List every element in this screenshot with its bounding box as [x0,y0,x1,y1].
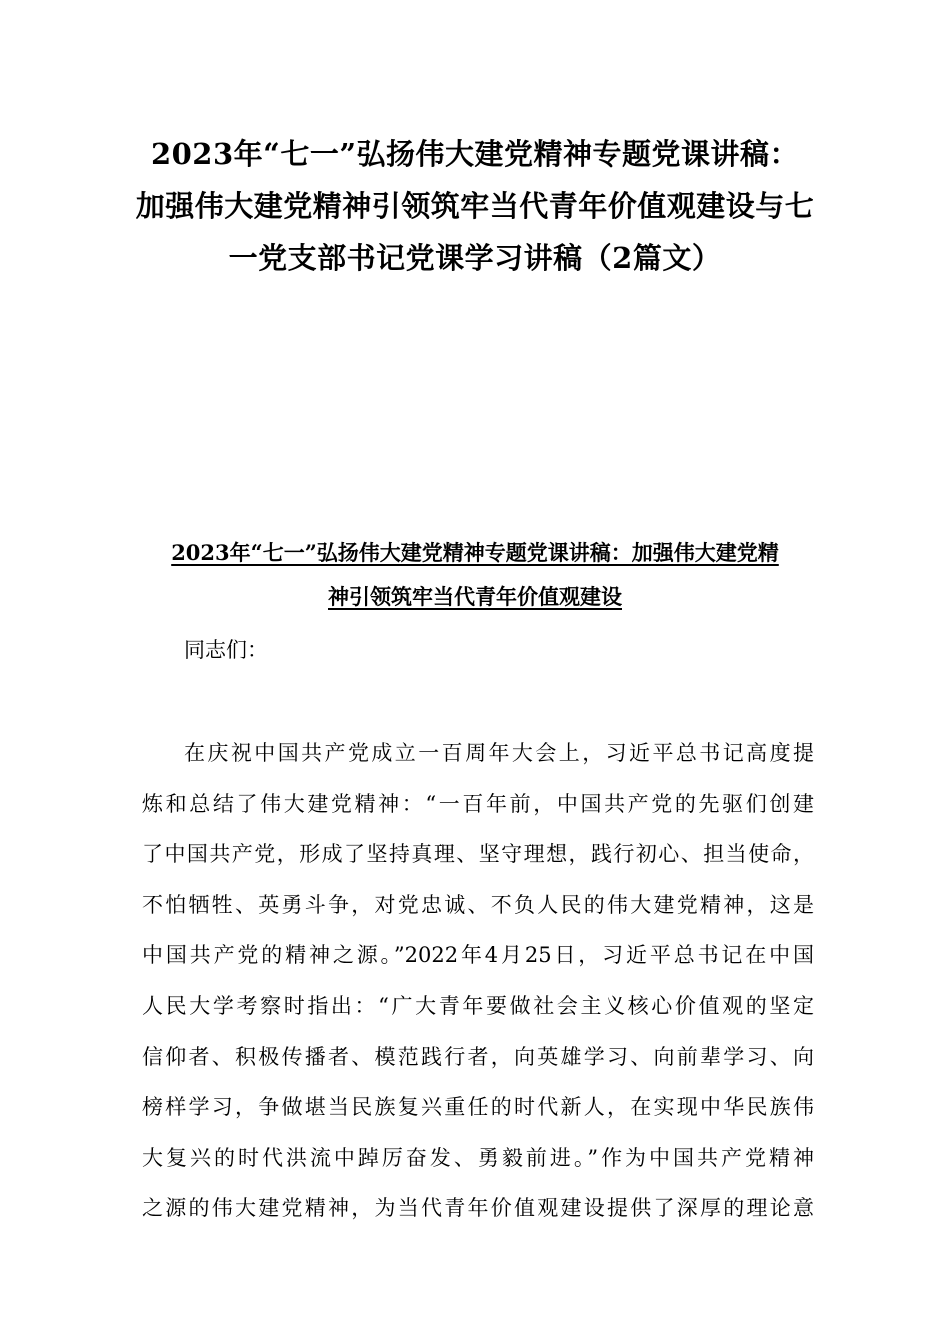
document-title-line: 一党支部书记党课学习讲稿（2篇文） [228,241,722,275]
paragraph-line: 榜样学习，争做堪当民族复兴重任的时代新人，在实现中华民族伟 [142,1095,814,1120]
paragraph-line: 不怕牺牲、英勇斗争，对党忠诚、不负人民的伟大建党精神，这是 [142,892,814,917]
paragraph-line: 之源的伟大建党精神，为当代青年价值观建设提供了深厚的理论意 [142,1196,814,1221]
document-title [120,128,830,284]
paragraph-line: 了中国共产党，形成了坚持真理、坚守理想，践行初心、担当使命， [142,842,814,867]
section-title [140,531,810,619]
paragraph-line: 在庆祝中国共产党成立一百周年大会上，习近平总书记高度提 [184,741,814,765]
section-title-line: 2023年“七一”弘扬伟大建党精神专题党课讲稿：加强伟大建党精 [171,540,779,565]
paragraph-line: 人民大学考察时指出：“广大青年要做社会主义核心价值观的坚定 [142,993,814,1018]
paragraph-line: 中国共产党的精神之源。”2022年4月25日，习近平总书记在中国 [142,943,814,968]
document-title-line: 加强伟大建党精神引领筑牢当代青年价值观建设与七 [135,189,815,223]
salutation: 同志们： [184,638,268,662]
paragraph-line: 信仰者、积极传播者、模范践行者，向英雄学习、向前辈学习、向 [142,1044,814,1069]
paragraph-line: 炼和总结了伟大建党精神：“一百年前，中国共产党的先驱们创建 [142,791,814,816]
document-title-line: 2023年“七一”弘扬伟大建党精神专题党课讲稿： [150,137,800,171]
paragraph-line: 大复兴的时代洪流中踔厉奋发、勇毅前进。”作为中国共产党精神 [142,1145,814,1170]
section-title-line: 神引领筑牢当代青年价值观建设 [328,584,622,609]
body-paragraph [142,728,814,1234]
